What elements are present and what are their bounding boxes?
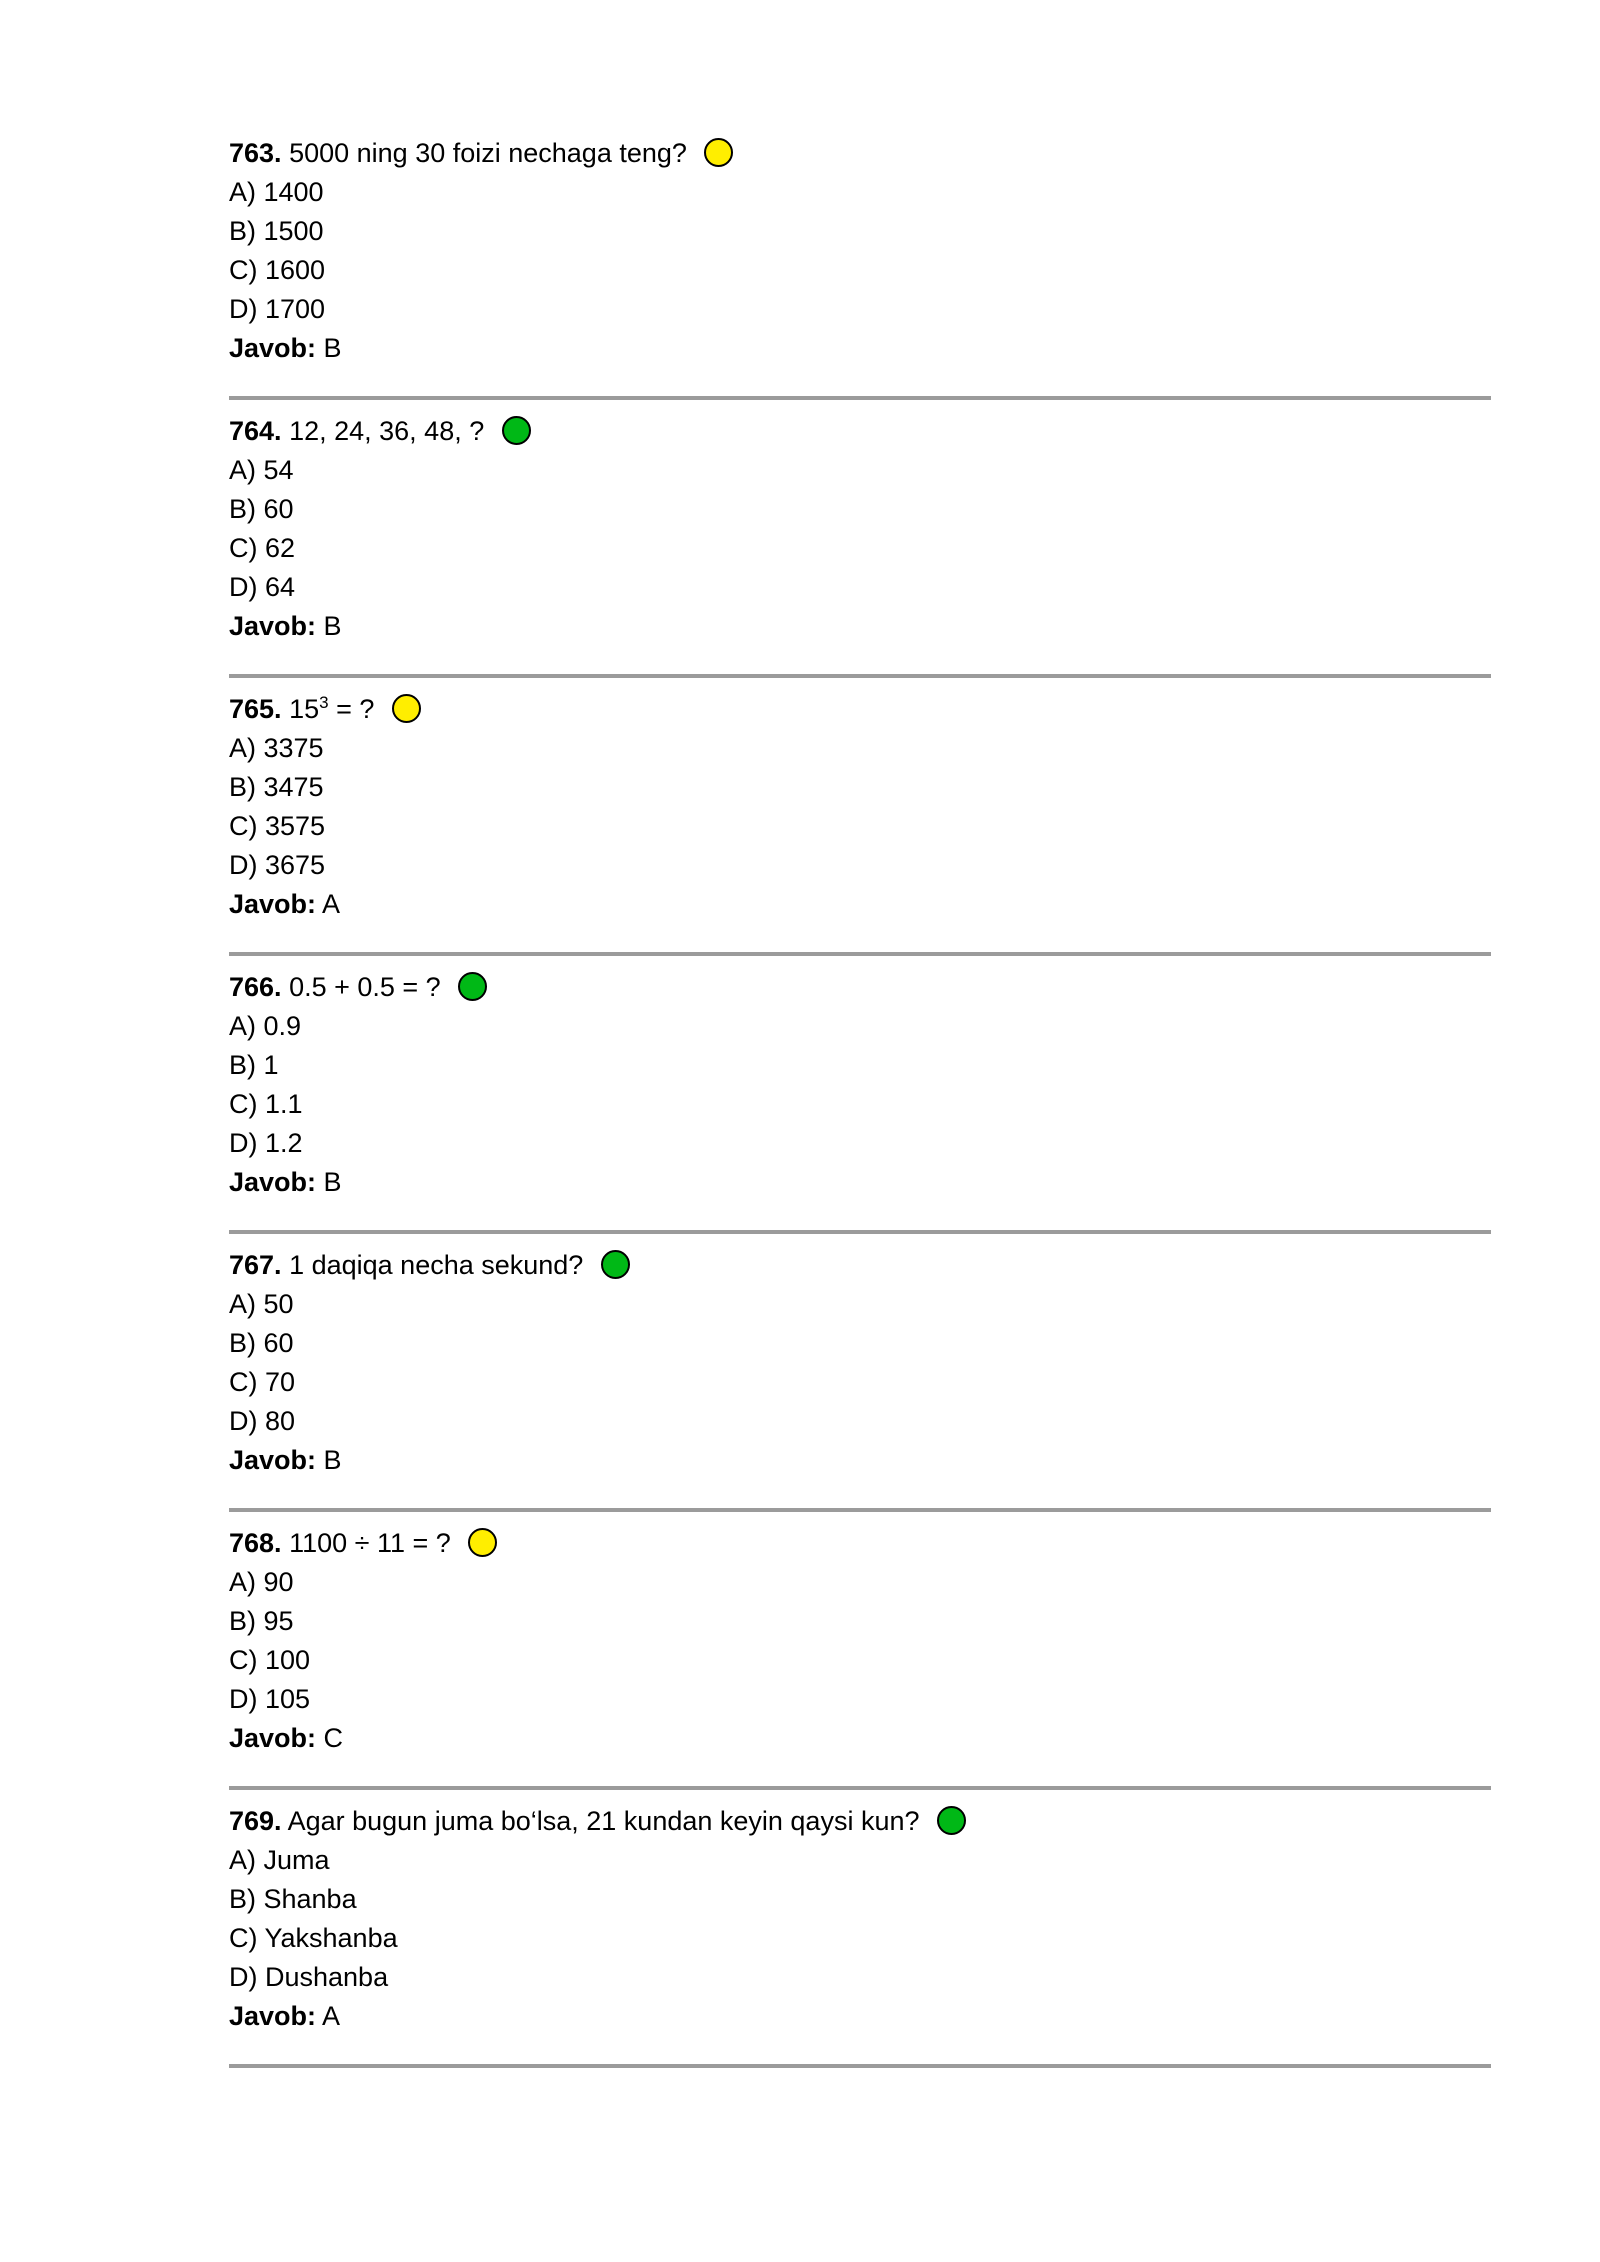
option-a: A) 0.9 bbox=[229, 1011, 302, 1041]
option-b: B) 95 bbox=[229, 1606, 294, 1636]
option-c: C) 70 bbox=[229, 1367, 296, 1397]
answer-line bbox=[229, 1997, 1491, 2036]
option-b: B) 1 bbox=[229, 1050, 279, 1080]
option-d: D) 105 bbox=[229, 1684, 311, 1714]
divider bbox=[229, 1230, 1491, 1234]
divider bbox=[229, 674, 1491, 678]
question-number: 764. bbox=[229, 416, 282, 446]
question-text bbox=[289, 694, 374, 724]
answer-value: A bbox=[322, 2001, 341, 2031]
question-stem bbox=[229, 1246, 1491, 1285]
answer-label: Javob: bbox=[229, 611, 317, 641]
question-text: 1 daqiqa necha sekund? bbox=[289, 1250, 584, 1280]
answer-line bbox=[229, 1163, 1491, 1202]
difficulty-circle-icon bbox=[601, 1250, 630, 1279]
question-number: 767. bbox=[229, 1250, 282, 1280]
answer-label: Javob: bbox=[229, 333, 317, 363]
question-number: 768. bbox=[229, 1528, 282, 1558]
option-d: D) 1.2 bbox=[229, 1128, 303, 1158]
question-769 bbox=[229, 1802, 1491, 2080]
option-d: D) Dushanba bbox=[229, 1962, 389, 1992]
answer-label: Javob: bbox=[229, 1167, 317, 1197]
question-765 bbox=[229, 690, 1491, 968]
question-stem bbox=[229, 968, 1491, 1007]
answer-line bbox=[229, 1719, 1491, 1758]
answer-label: Javob: bbox=[229, 1723, 317, 1753]
question-stem bbox=[229, 1802, 1491, 1841]
difficulty-circle-icon bbox=[937, 1806, 966, 1835]
divider bbox=[229, 396, 1491, 400]
question-text: 5000 ning 30 foizi nechaga teng? bbox=[289, 138, 687, 168]
answer-value: B bbox=[323, 1445, 342, 1475]
question-text: 0.5 + 0.5 = ? bbox=[289, 972, 441, 1002]
option-a: A) 90 bbox=[229, 1567, 294, 1597]
base-number: 15 bbox=[289, 694, 320, 724]
question-number: 765. bbox=[229, 694, 282, 724]
option-a: A) 54 bbox=[229, 455, 294, 485]
question-number: 766. bbox=[229, 972, 282, 1002]
option-b: B) 1500 bbox=[229, 216, 324, 246]
option-a: A) 3375 bbox=[229, 733, 324, 763]
question-stem bbox=[229, 134, 1491, 173]
question-list bbox=[229, 134, 1491, 2080]
option-b: B) 60 bbox=[229, 1328, 294, 1358]
option-d: D) 80 bbox=[229, 1406, 296, 1436]
option-c: C) 100 bbox=[229, 1645, 311, 1675]
answer-value: B bbox=[323, 611, 342, 641]
answer-line bbox=[229, 329, 1491, 368]
question-text: Agar bugun juma bo‘lsa, 21 kundan keyin qaysi kun? bbox=[287, 1806, 920, 1836]
question-767 bbox=[229, 1246, 1491, 1524]
answer-value: A bbox=[322, 889, 341, 919]
divider bbox=[229, 952, 1491, 956]
answer-line bbox=[229, 1441, 1491, 1480]
option-c: C) Yakshanba bbox=[229, 1923, 398, 1953]
question-763 bbox=[229, 134, 1491, 412]
answer-label: Javob: bbox=[229, 1445, 317, 1475]
option-a: A) Juma bbox=[229, 1845, 330, 1875]
option-b: B) 60 bbox=[229, 494, 294, 524]
answer-label: Javob: bbox=[229, 2001, 317, 2031]
answer-line bbox=[229, 885, 1491, 924]
option-c: C) 1.1 bbox=[229, 1089, 303, 1119]
answer-value: B bbox=[323, 333, 342, 363]
difficulty-circle-icon bbox=[704, 138, 733, 167]
question-text: 12, 24, 36, 48, ? bbox=[289, 416, 485, 446]
difficulty-circle-icon bbox=[458, 972, 487, 1001]
option-b: B) 3475 bbox=[229, 772, 324, 802]
option-d: D) 1700 bbox=[229, 294, 326, 324]
divider bbox=[229, 1786, 1491, 1790]
option-c: C) 1600 bbox=[229, 255, 326, 285]
divider bbox=[229, 2064, 1491, 2068]
option-d: D) 64 bbox=[229, 572, 296, 602]
answer-value: C bbox=[323, 1723, 344, 1753]
question-766 bbox=[229, 968, 1491, 1246]
option-c: C) 62 bbox=[229, 533, 296, 563]
answer-value: B bbox=[323, 1167, 342, 1197]
option-a: A) 1400 bbox=[229, 177, 324, 207]
answer-line bbox=[229, 607, 1491, 646]
exponent: 3 bbox=[319, 693, 329, 712]
question-stem bbox=[229, 690, 1491, 729]
difficulty-circle-icon bbox=[502, 416, 531, 445]
question-768 bbox=[229, 1524, 1491, 1802]
option-b: B) Shanba bbox=[229, 1884, 357, 1914]
question-number: 763. bbox=[229, 138, 282, 168]
difficulty-circle-icon bbox=[468, 1528, 497, 1557]
option-a: A) 50 bbox=[229, 1289, 294, 1319]
option-d: D) 3675 bbox=[229, 850, 326, 880]
question-stem bbox=[229, 412, 1491, 451]
equation-rest: = ? bbox=[328, 694, 375, 724]
question-number: 769. bbox=[229, 1806, 282, 1836]
difficulty-circle-icon bbox=[392, 694, 421, 723]
question-text: 1100 ÷ 11 = ? bbox=[289, 1528, 451, 1558]
question-stem bbox=[229, 1524, 1491, 1563]
answer-label: Javob: bbox=[229, 889, 317, 919]
question-764 bbox=[229, 412, 1491, 690]
divider bbox=[229, 1508, 1491, 1512]
option-c: C) 3575 bbox=[229, 811, 326, 841]
